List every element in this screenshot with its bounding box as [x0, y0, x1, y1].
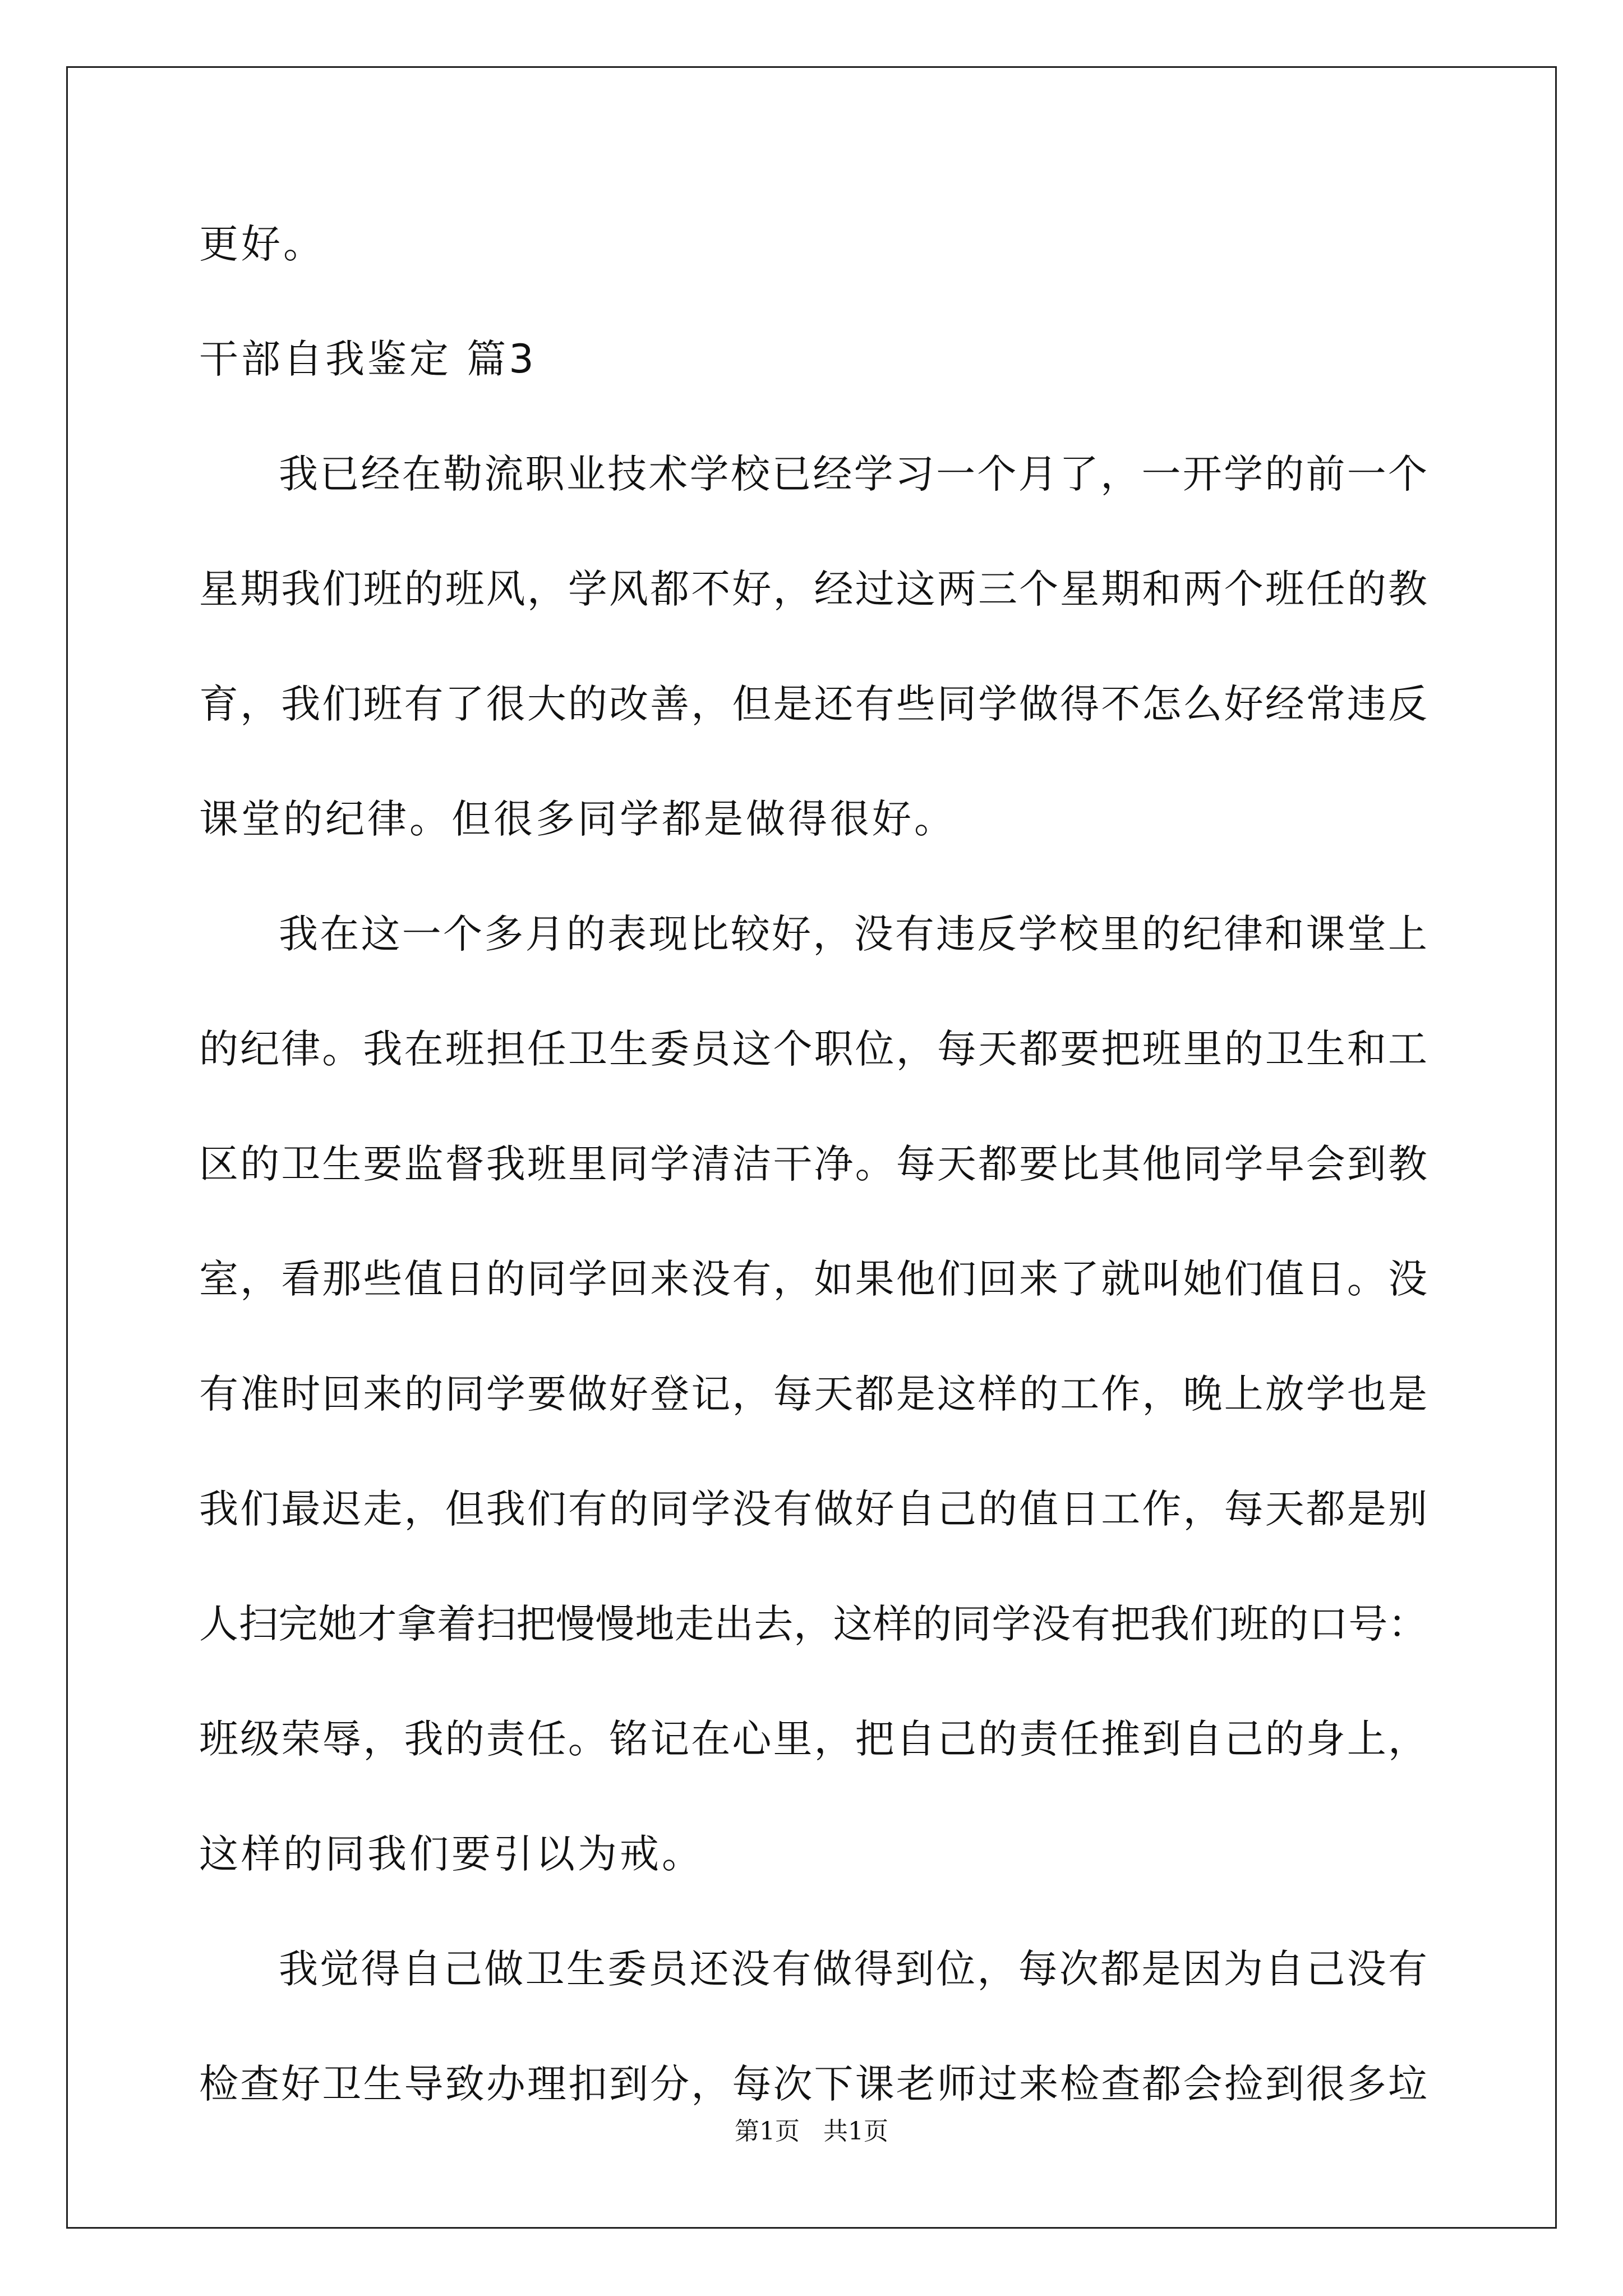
- paragraph-line: 室，看那些值日的同学回来没有，如果他们回来了就叫她们值日。没: [199, 1256, 1427, 1302]
- paragraph-line: 育，我们班有了很大的改善，但是还有些同学做得不怎么好经常违反: [199, 681, 1427, 727]
- paragraph-line: 检查好卫生导致办理扣到分，每次下课老师过来检查都会捡到很多垃: [199, 2061, 1427, 2107]
- paragraph-line: 人扫完她才拿着扫把慢慢地走出去，这样的同学没有把我们班的口号：: [199, 1601, 1427, 1647]
- paragraph-line: 我们最迟走，但我们有的同学没有做好自己的值日工作，每天都是别: [199, 1486, 1427, 1532]
- paragraph-line: 我觉得自己做卫生委员还没有做得到位，每次都是因为自己没有: [279, 1946, 1427, 1992]
- paragraph-line: 星期我们班的班风，学风都不好，经过这两三个星期和两个班任的教: [199, 566, 1427, 612]
- paragraph-line: 我已经在勒流职业技术学校已经学习一个月了，一开学的前一个: [279, 451, 1427, 497]
- section-heading: 干部自我鉴定 篇3: [199, 336, 537, 382]
- paragraph-line: 这样的同我们要引以为戒。: [199, 1831, 704, 1877]
- paragraph-line: 的纪律。我在班担任卫生委员这个职位，每天都要把班里的卫生和工: [199, 1026, 1427, 1072]
- paragraph-line: 有准时回来的同学要做好登记，每天都是这样的工作，晚上放学也是: [199, 1371, 1427, 1417]
- page-number-footer: 第1页 共1页: [735, 2117, 888, 2146]
- paragraph-line: 班级荣辱，我的责任。铭记在心里，把自己的责任推到自己的身上，: [199, 1716, 1427, 1762]
- text-line: 更好。: [199, 221, 325, 267]
- paragraph-line: 课堂的纪律。但很多同学都是做得很好。: [199, 796, 956, 842]
- paragraph-line: 我在这一个多月的表现比较好，没有违反学校里的纪律和课堂上: [279, 911, 1427, 957]
- paragraph-line: 区的卫生要监督我班里同学清洁干净。每天都要比其他同学早会到教: [199, 1141, 1427, 1187]
